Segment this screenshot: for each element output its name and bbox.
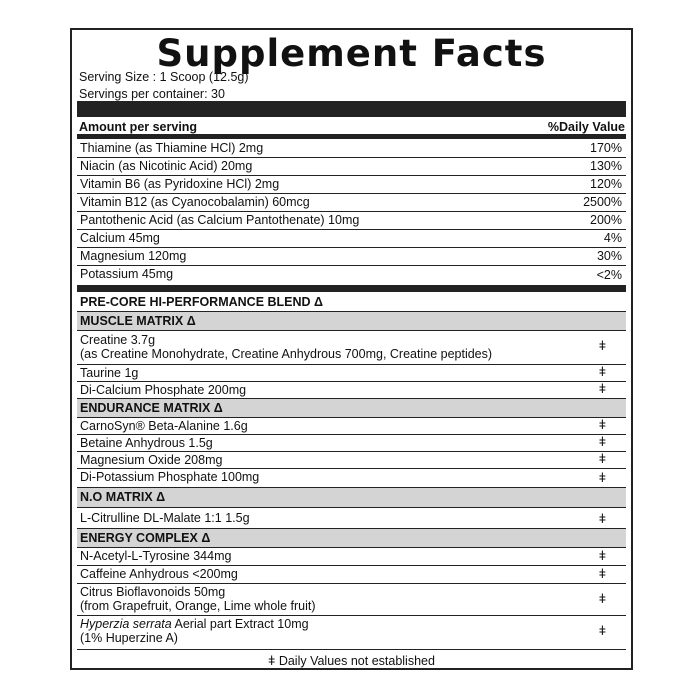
nutrient-dv: 30%: [596, 249, 622, 263]
ingredient-name: N-Acetyl-L-Tyrosine 344mg: [80, 549, 232, 563]
nutrient-row: [77, 194, 626, 212]
nutrient-row: [77, 176, 626, 194]
ingredient-name: [80, 617, 309, 645]
dagger-symbol: ǂ: [598, 624, 606, 638]
nutrient-name: Vitamin B6 (as Pyridoxine HCl) 2mg: [80, 177, 280, 191]
dagger-symbol: ǂ: [598, 435, 606, 449]
ingredient-name: Betaine Anhydrous 1.5g: [80, 436, 213, 450]
nutrient-dv: 2500%: [583, 195, 622, 209]
nutrient-row: [77, 266, 626, 284]
nutrient-dv: 200%: [590, 213, 622, 227]
nutrient-name: Thiamine (as Thiamine HCl) 2mg: [80, 141, 264, 155]
nutrient-row: [77, 230, 626, 248]
dagger-symbol: ǂ: [598, 512, 606, 526]
dagger-symbol: ǂ: [598, 471, 606, 485]
ingredient-name: Di-Potassium Phosphate 100mg: [80, 470, 260, 484]
ingredient-name: Taurine 1g: [80, 366, 139, 380]
thick-divider-blend: [77, 285, 626, 292]
nutrient-name: Pantothenic Acid (as Calcium Pantothenate) 10mg: [80, 213, 360, 227]
ingredient-name: L-Citrulline DL-Malate 1:1 1.5g: [80, 511, 250, 525]
ingredient-row: [77, 548, 626, 566]
section-header-energy: [77, 529, 626, 548]
ingredient-row: [77, 566, 626, 584]
ingredient-name: Magnesium Oxide 208mg: [80, 453, 223, 467]
blend-title: PRE-CORE HI-PERFORMANCE BLEND Δ: [80, 295, 324, 309]
ingredient-name: CarnoSyn® Beta-Alanine 1.6g: [80, 419, 248, 433]
ingredient-row: [77, 418, 626, 435]
footnote: ǂ Daily Values not established: [268, 654, 435, 668]
nutrient-row: [77, 140, 626, 158]
thick-divider-header: [77, 134, 626, 139]
ingredient-name: [80, 585, 316, 613]
dagger-symbol: ǂ: [598, 592, 606, 606]
nutrient-dv: 170%: [590, 141, 622, 155]
dagger-symbol: ǂ: [598, 382, 606, 396]
dagger-symbol: ǂ: [598, 365, 606, 379]
section-header-endurance: [77, 399, 626, 418]
servings-per-container: Servings per container: 30: [79, 87, 225, 101]
ingredient-row: [77, 616, 626, 650]
ingredient-name: Di-Calcium Phosphate 200mg: [80, 383, 247, 397]
dagger-symbol: ǂ: [598, 452, 606, 466]
daily-value-label: %Daily Value: [547, 120, 625, 134]
nutrient-dv: 120%: [590, 177, 622, 191]
nutrient-name: Vitamin B12 (as Cyanocobalamin) 60mcg: [80, 195, 310, 209]
ingredient-row: [77, 382, 626, 399]
ingredient-row: [77, 452, 626, 469]
thick-divider-top: [77, 101, 626, 117]
nutrient-name: Niacin (as Nicotinic Acid) 20mg: [80, 159, 253, 173]
supplement-facts-panel: [70, 28, 633, 670]
section-title: MUSCLE MATRIX Δ: [80, 314, 196, 328]
amount-header: [79, 120, 625, 134]
dagger-symbol: ǂ: [598, 418, 606, 432]
ingredient-line-1: Citrus Bioflavonoids 50mg: [80, 585, 226, 599]
section-title: ENERGY COMPLEX Δ: [80, 531, 211, 545]
nutrient-row: [77, 248, 626, 266]
section-header-no-matrix: [77, 488, 626, 508]
nutrient-name: Potassium 45mg: [80, 267, 174, 281]
amount-per-serving-label: Amount per serving: [79, 120, 198, 134]
ingredient-row: [77, 584, 626, 616]
serving-size: Serving Size : 1 Scoop (12.5g): [79, 70, 249, 84]
section-header-muscle: [77, 312, 626, 331]
nutrient-dv: 4%: [603, 231, 622, 245]
ingredient-row: [77, 469, 626, 488]
ingredient-line-2: (from Grapefruit, Orange, Lime whole fruit): [80, 599, 316, 613]
nutrient-row: [77, 212, 626, 230]
ingredient-line-2: (1% Huperzine A): [80, 631, 178, 645]
ingredient-row: [77, 435, 626, 452]
ingredient-name: Caffeine Anhydrous <200mg: [80, 567, 238, 581]
nutrient-name: Calcium 45mg: [80, 231, 160, 245]
dagger-symbol: ǂ: [598, 339, 606, 353]
ingredient-line-2: (as Creatine Monohydrate, Creatine Anhydrous 700mg, Creatine peptides): [80, 347, 493, 361]
section-title: N.O MATRIX Δ: [80, 490, 166, 504]
ingredient-name: [80, 333, 492, 361]
nutrient-row: [77, 158, 626, 176]
ingredient-line-1: Creatine 3.7g: [80, 333, 156, 347]
nutrient-dv: <2%: [596, 268, 622, 282]
dagger-symbol: ǂ: [598, 549, 606, 563]
section-title: ENDURANCE MATRIX Δ: [80, 401, 223, 415]
ingredient-row: [77, 331, 626, 365]
panel-title: Supplement Facts: [156, 32, 547, 75]
nutrient-dv: 130%: [590, 159, 622, 173]
ingredient-row: [77, 508, 626, 529]
dagger-symbol: ǂ: [598, 567, 606, 581]
ingredient-line-1-rest: Aerial part Extract 10mg: [171, 617, 309, 631]
nutrient-name: Magnesium 120mg: [80, 249, 187, 263]
ingredient-row: [77, 365, 626, 382]
species-name: Hyperzia serrata: [80, 617, 172, 631]
